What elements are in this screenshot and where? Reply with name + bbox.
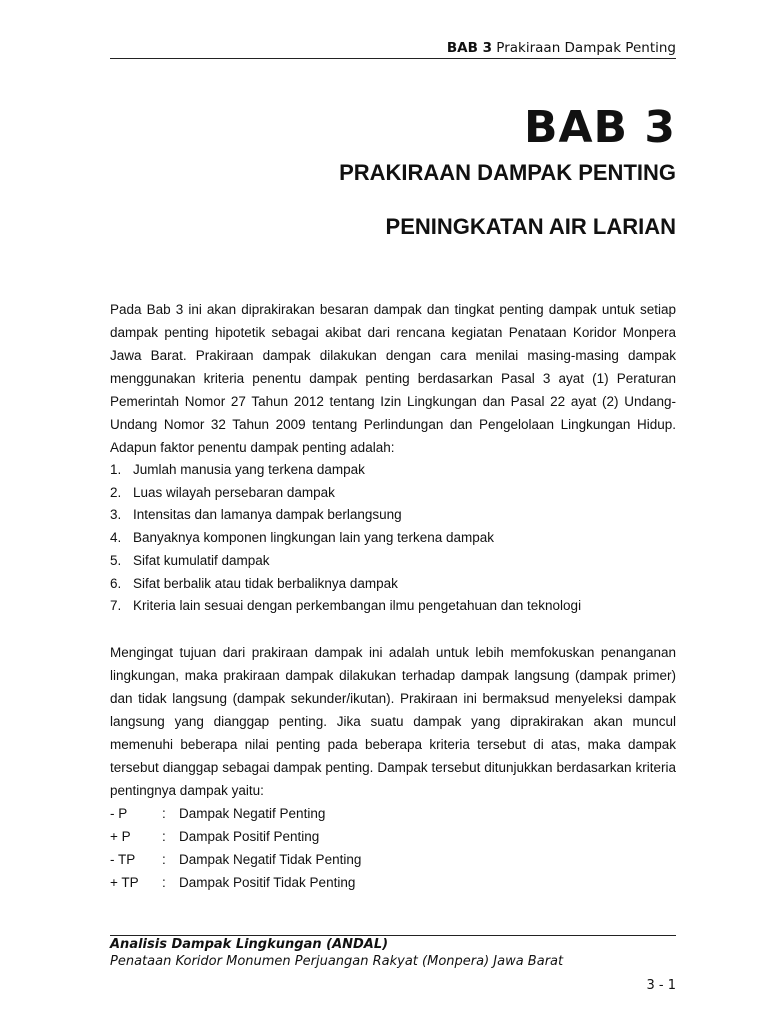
list-item [110, 595, 676, 618]
criteria-code: + P [110, 828, 131, 844]
footer-document-title: Analisis Dampak Lingkungan (ANDAL) [110, 937, 389, 952]
list-item [110, 550, 676, 573]
running-footer [110, 935, 676, 994]
criteria-code: - P [110, 805, 128, 821]
criteria-text: Dampak Positif Tidak Penting [179, 874, 356, 890]
criteria-separator: : [162, 828, 166, 844]
list-text: Luas wilayah persebaran dampak [133, 484, 335, 500]
list-text: Kriteria lain sesuai dengan perkembangan ilmu pengetahuan dan teknologi [133, 598, 582, 614]
list-text: Intensitas dan lamanya dampak berlangsung [133, 507, 402, 523]
criteria-row [110, 825, 676, 848]
criteria-separator: : [162, 805, 166, 821]
criteria-row [110, 802, 676, 825]
criteria-separator: : [162, 874, 166, 890]
list-item [110, 482, 676, 505]
spacer [110, 618, 676, 641]
criteria-row [110, 871, 676, 894]
body-text [110, 298, 676, 894]
chapter-number: BAB 3 [523, 102, 676, 153]
list-number: 5. [110, 552, 122, 568]
list-text: Sifat kumulatif dampak [133, 552, 270, 568]
list-text: Jumlah manusia yang terkena dampak [133, 462, 365, 477]
list-number: 4. [110, 530, 122, 546]
page-number: 3 - 1 [646, 978, 676, 993]
list-number: 3. [110, 507, 122, 523]
criteria-text: Dampak Negatif Penting [179, 805, 326, 821]
list-item [110, 459, 676, 482]
list-item [110, 573, 676, 596]
section-title: PENINGKATAN AIR LARIAN [385, 214, 676, 239]
criteria-text: Dampak Negatif Tidak Penting [179, 851, 362, 867]
criteria-code: - TP [110, 851, 136, 867]
list-number: 7. [110, 598, 122, 614]
list-number: 6. [110, 575, 122, 591]
intro-paragraph: Pada Bab 3 ini akan diprakirakan besaran dampak dan tingkat penting dampak untuk setiap dampak penting hipotetik sebagai akibat dari rencana kegiatan Penataan Koridor Monpera Jawa Barat. Prakiraan dampak dilakukan dengan cara menilai masing-masing dampak menggunakan kriteria penentu dampak penting berdasarkan Pasal 3 ayat (1) Peraturan Pemerintah Nomor 27 Tahun 2012 tentang Izin Lingkungan dan Pasal 22 ayat (2) Undang-Undang Nomor 32 Tahun 2009 tentang Perlindungan dan Pengelolaan Lingkungan Hidup. Adapun faktor penentu dampak penting adalah: [110, 302, 676, 455]
header-title: Prakiraan Dampak Penting [496, 40, 676, 56]
header-bab: BAB 3 [446, 40, 492, 56]
list-number: 2. [110, 484, 122, 500]
factor-list [110, 459, 676, 618]
running-header [110, 38, 676, 59]
title-block [110, 100, 676, 242]
list-item [110, 504, 676, 527]
criteria-list [110, 802, 676, 894]
criteria-row [110, 848, 676, 871]
list-number: 1. [110, 462, 122, 477]
list-text: Banyaknya komponen lingkungan lain yang terkena dampak [133, 530, 494, 546]
list-item [110, 527, 676, 550]
chapter-title: PRAKIRAAN DAMPAK PENTING [339, 160, 676, 185]
footer-project-title: Penataan Koridor Monumen Perjuangan Rakyat (Monpera) Jawa Barat [110, 954, 564, 969]
criteria-text: Dampak Positif Penting [179, 828, 320, 844]
second-paragraph: Mengingat tujuan dari prakiraan dampak ini adalah untuk lebih memfokuskan penanganan lingkungan, maka prakiraan dampak dilakukan terhadap dampak langsung (dampak primer) dan tidak langsung (dampak sekunder/ikutan). Prakiraan ini bermaksud menyeleksi dampak langsung yang dianggap penting. Jika suatu dampak yang diprakirakan akan muncul memenuhi beberapa nilai penting pada beberapa kriteria tersebut di atas, maka dampak tersebut dianggap sebagai dampak penting. Dampak tersebut ditunjukkan berdasarkan kriteria pentingnya dampak yaitu: [110, 644, 676, 798]
criteria-code: + TP [110, 874, 139, 890]
list-text: Sifat berbalik atau tidak berbaliknya dampak [133, 575, 398, 591]
criteria-separator: : [162, 851, 166, 867]
